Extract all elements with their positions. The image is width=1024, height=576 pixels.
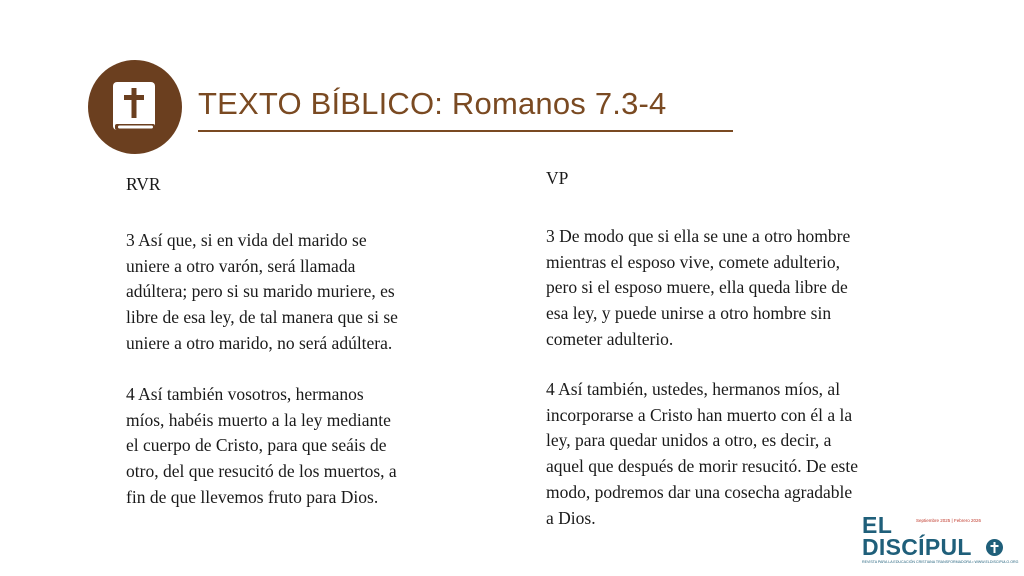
verse-line: 3 Así que, si en vida del marido se — [126, 230, 367, 250]
verse-line: 3 De modo que si ella se une a otro hombre — [546, 226, 851, 246]
title-underline — [198, 130, 733, 132]
verse-line: a Dios. — [546, 507, 596, 528]
logo-text-el: EL — [862, 512, 893, 538]
verse-line: adúltera; pero si su marido muriere, es — [126, 281, 395, 302]
vp-verse-4 — [546, 377, 858, 531]
verse-line: cometer adulterio. — [546, 328, 674, 349]
logo-date: Septiembre 2025 | Febrero 2026 — [916, 518, 981, 523]
verse-line: aquel que después de morir resucitó. De este — [546, 456, 858, 477]
version-label-rvr: RVR — [126, 174, 161, 194]
logo-text-discipulo: DISCÍPUL — [862, 534, 972, 560]
logo-tagline: REVISTA PARA LA EDUCACIÓN CRISTIANA TRANSFORMADORA • WWW.ELDISCIPULO.ORG — [862, 560, 1019, 564]
verse-line: 4 Así también, ustedes, hermanos míos, al — [546, 379, 841, 399]
verse-line: pero si el esposo muere, ella queda libre de — [546, 277, 848, 298]
page-title: TEXTO BÍBLICO: Romanos 7.3-4 — [198, 86, 667, 121]
vp-verse-3 — [546, 224, 850, 353]
verse-line: míos, habéis muerto a la ley mediante — [126, 409, 391, 430]
rvr-verse-4 — [126, 382, 397, 511]
verse-line: esa ley, y puede unirse a otro hombre sin — [546, 303, 832, 324]
verse-line: fin de que llevemos fruto para Dios. — [126, 486, 379, 507]
verse-line: uniere a otro marido, no será adúltera. — [126, 332, 393, 353]
globe-cross-icon — [986, 539, 1003, 556]
el-discipulo-logo — [862, 512, 1019, 564]
rvr-verse-3 — [126, 228, 398, 357]
verse-line: uniere a otro varón, será llamada — [126, 255, 356, 276]
verse-line: libre de esa ley, de tal manera que si se — [126, 307, 398, 328]
version-label-vp: VP — [546, 168, 569, 188]
bible-glyph — [88, 60, 182, 154]
verse-line: ley, para quedar unidos a otro, es decir, a — [546, 430, 832, 451]
verse-line: otro, del que resucitó de los muertos, a — [126, 461, 397, 482]
verse-line: 4 Así también vosotros, hermanos — [126, 384, 364, 404]
bible-icon — [88, 60, 182, 154]
verse-line: el cuerpo de Cristo, para que seáis de — [126, 435, 387, 456]
verse-line: modo, podremos dar una cosecha agradable — [546, 481, 853, 502]
verse-line: incorporarse a Cristo han muerto con él a la — [546, 404, 853, 425]
verse-line: mientras el esposo vive, comete adulterio, — [546, 251, 841, 272]
